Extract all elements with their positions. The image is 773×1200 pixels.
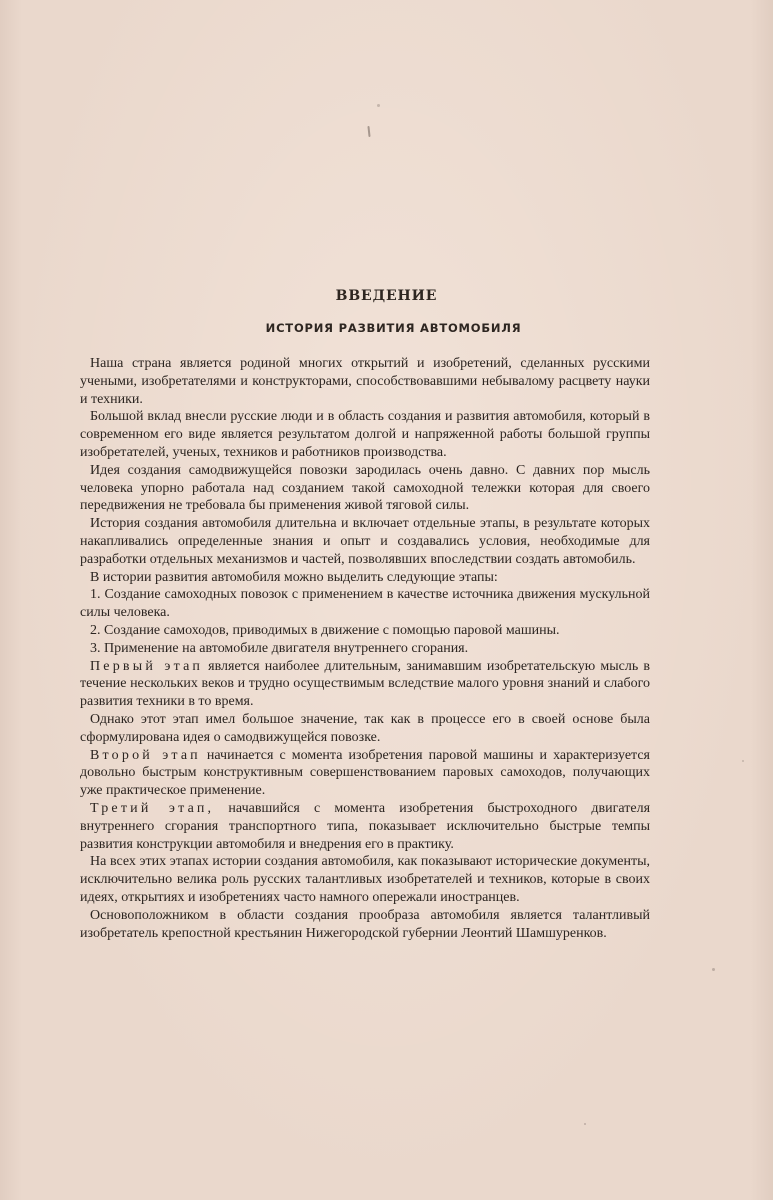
stage-3-lead: Третий этап, — [90, 800, 215, 816]
paragraph-stage-2 — [80, 747, 650, 800]
page-blemish — [367, 126, 370, 137]
paragraph-stage-3 — [80, 800, 650, 853]
paragraph-stage-1 — [80, 658, 650, 711]
body-text — [80, 355, 650, 942]
paragraph: Большой вклад внесли русские люди и в область создания и развития автомобиля, который в современном его виде является результатом долгой и напряженной работы большой группы изобретателей, ученых, техников и работников производства. — [80, 409, 650, 460]
stage-1-lead: Первый этап — [90, 658, 204, 674]
paragraph: В истории развития автомобиля можно выделить следующие этапы: — [90, 569, 498, 585]
paragraph: Идея создания самодвижущейся повозки зародилась очень давно. С давних пор мысль человека упорно работала над созданием такой самоходной тележки которая для своего передвижения не требовала бы применения живой тяговой силы. — [80, 462, 650, 514]
list-item: 1. Создание самоходных повозок с применением в качестве источника движения мускульной силы человека. — [80, 587, 650, 621]
paragraph: История создания автомобиля длительна и включает отдельные этапы, в результате которых накапливались определенные знания и опыт и создавались условия, необходимые для разработки отдельных механизмов и частей, позволявших впоследствии создать автомобиль. — [80, 516, 650, 567]
stage-2-text: начинается с момента изобретения паровой машины и характеризуется довольно быстрым конструктивным совершенствованием паровых самоходов, получающих уже практическое применение. — [80, 747, 650, 799]
paragraph: Однако этот этап имел большое значение, так как в процессе его в своей основе была сформулирована идея о самодвижущейся повозке. — [80, 711, 650, 745]
list-item: 3. Применение на автомобиле двигателя внутреннего сгорания. — [90, 640, 469, 656]
list-item: 2. Создание самоходов, приводимых в движение с помощью паровой машины. — [90, 622, 560, 638]
page-blemish — [377, 104, 380, 107]
stage-1-text: является наиболее длительным, занимавшим изобретательскую мысль в течение нескольких веков и трудно осуществимым вследствие малого уровня знаний и слабого развития техники в то время. — [80, 658, 650, 710]
paragraph: На всех этих этапах истории создания автомобиля, как показывают исторические документы, исключительно велика роль русских талантливых изобретателей и техников, которые в своих идеях, открытиях и изобретениях часто намного опережали иностранцев. — [80, 854, 650, 905]
section-heading: ИСТОРИЯ РАЗВИТИЯ АВТОМОБИЛЯ — [265, 321, 522, 335]
paragraph: Наша страна является родиной многих открытий и изобретений, сделанных русскими учеными, изобретателями и конструкторами, способствовавшими небывалому расцвету науки и техники. — [80, 356, 650, 407]
page-blemish — [742, 760, 744, 762]
chapter-heading: ВВЕДЕНИЕ — [335, 288, 438, 304]
page-blemish — [584, 1123, 586, 1125]
paragraph: Основоположником в области создания прообраза автомобиля является талантливый изобретатель крепостной крестьянин Нижегородской губернии Леонтий Шамшуренков. — [80, 907, 650, 941]
stage-2-lead: Второй этап — [90, 747, 201, 763]
stage-3-text: начавшийся с момента изобретения быстроходного двигателя внутреннего сгорания транспортного типа, показывает исключительно быстрые темпы развития конструкции автомобиля и внедрения его в практику. — [80, 800, 651, 852]
page-blemish — [712, 968, 715, 971]
